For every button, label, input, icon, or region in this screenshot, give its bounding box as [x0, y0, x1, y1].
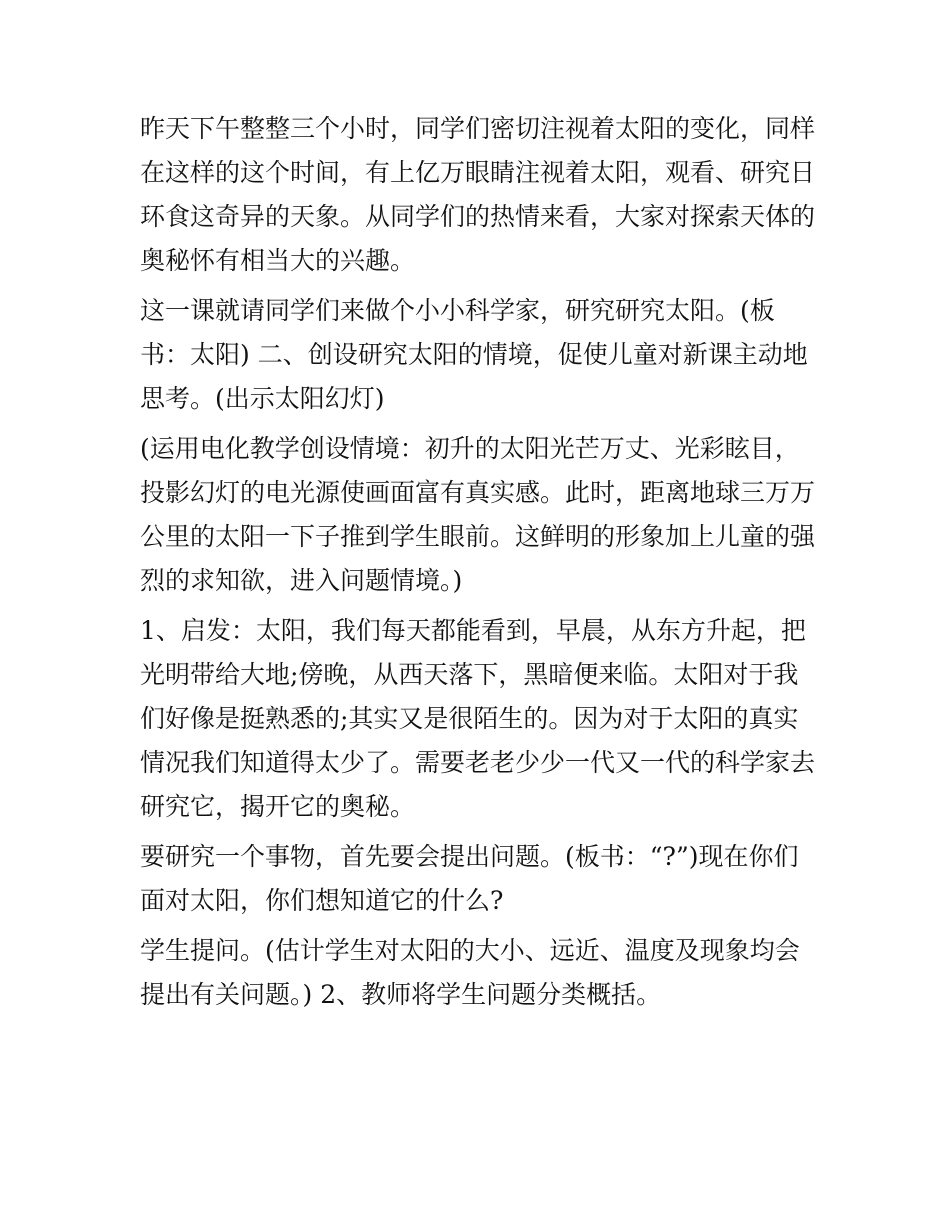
- paragraph-3: [140, 427, 820, 603]
- text-line: 烈的求知欲，进入问题情境。): [140, 566, 463, 595]
- text-line: 情况我们知道得太少了。需要老老少少一代又一代的科学家去: [140, 748, 816, 777]
- text-line: 昨天下午整整三个小时，同学们密切注视着太阳的变化，同样: [140, 114, 816, 143]
- text-line: 研究它，揭开它的奥秘。: [140, 792, 416, 821]
- text-line: 在这样的这个时间，有上亿万眼睛注视着太阳，观看、研究日: [140, 158, 816, 187]
- text-line: 面对太阳，你们想知道它的什么?: [140, 886, 504, 915]
- text-line: 书：太阳) 二、创设研究太阳的情境，促使儿童对新课主动地: [140, 340, 808, 369]
- paragraph-6: [140, 929, 820, 1017]
- text-line: 公里的太阳一下子推到学生眼前。这鲜明的形象加上儿童的强: [140, 522, 816, 551]
- text-line: 们好像是挺熟悉的;其实又是很陌生的。因为对于太阳的真实: [140, 704, 799, 733]
- paragraph-4: [140, 609, 820, 829]
- paragraph-2: [140, 289, 820, 421]
- text-line: 光明带给大地;傍晚，从西天落下，黑暗便来临。太阳对于我: [140, 660, 799, 689]
- text-line: 奥秘怀有相当大的兴趣。: [140, 246, 416, 275]
- text-line: 要研究一个事物，首先要会提出问题。(板书：“?”)现在你们: [140, 842, 799, 871]
- text-line: 1、启发：太阳，我们每天都能看到，早晨，从东方升起，把: [140, 616, 806, 645]
- text-line: (运用电化教学创设情境：初升的太阳光芒万丈、光彩眩目，: [140, 434, 800, 463]
- paragraph-1: [140, 107, 820, 283]
- text-line: 环食这奇异的天象。从同学们的热情来看，大家对探索天体的: [140, 202, 816, 231]
- text-line: 投影幻灯的电光源使画面富有真实感。此时，距离地球三万万: [140, 478, 816, 507]
- text-line: 提出有关问题。) 2、教师将学生问题分类概括。: [140, 980, 662, 1009]
- body-text: [140, 107, 820, 1017]
- text-line: 思考。(出示太阳幻灯): [140, 384, 385, 413]
- text-line: 学生提问。(估计学生对太阳的大小、远近、温度及现象均会: [140, 936, 800, 965]
- text-line: 这一课就请同学们来做个小小科学家，研究研究太阳。(板: [140, 296, 775, 325]
- paragraph-5: [140, 835, 820, 923]
